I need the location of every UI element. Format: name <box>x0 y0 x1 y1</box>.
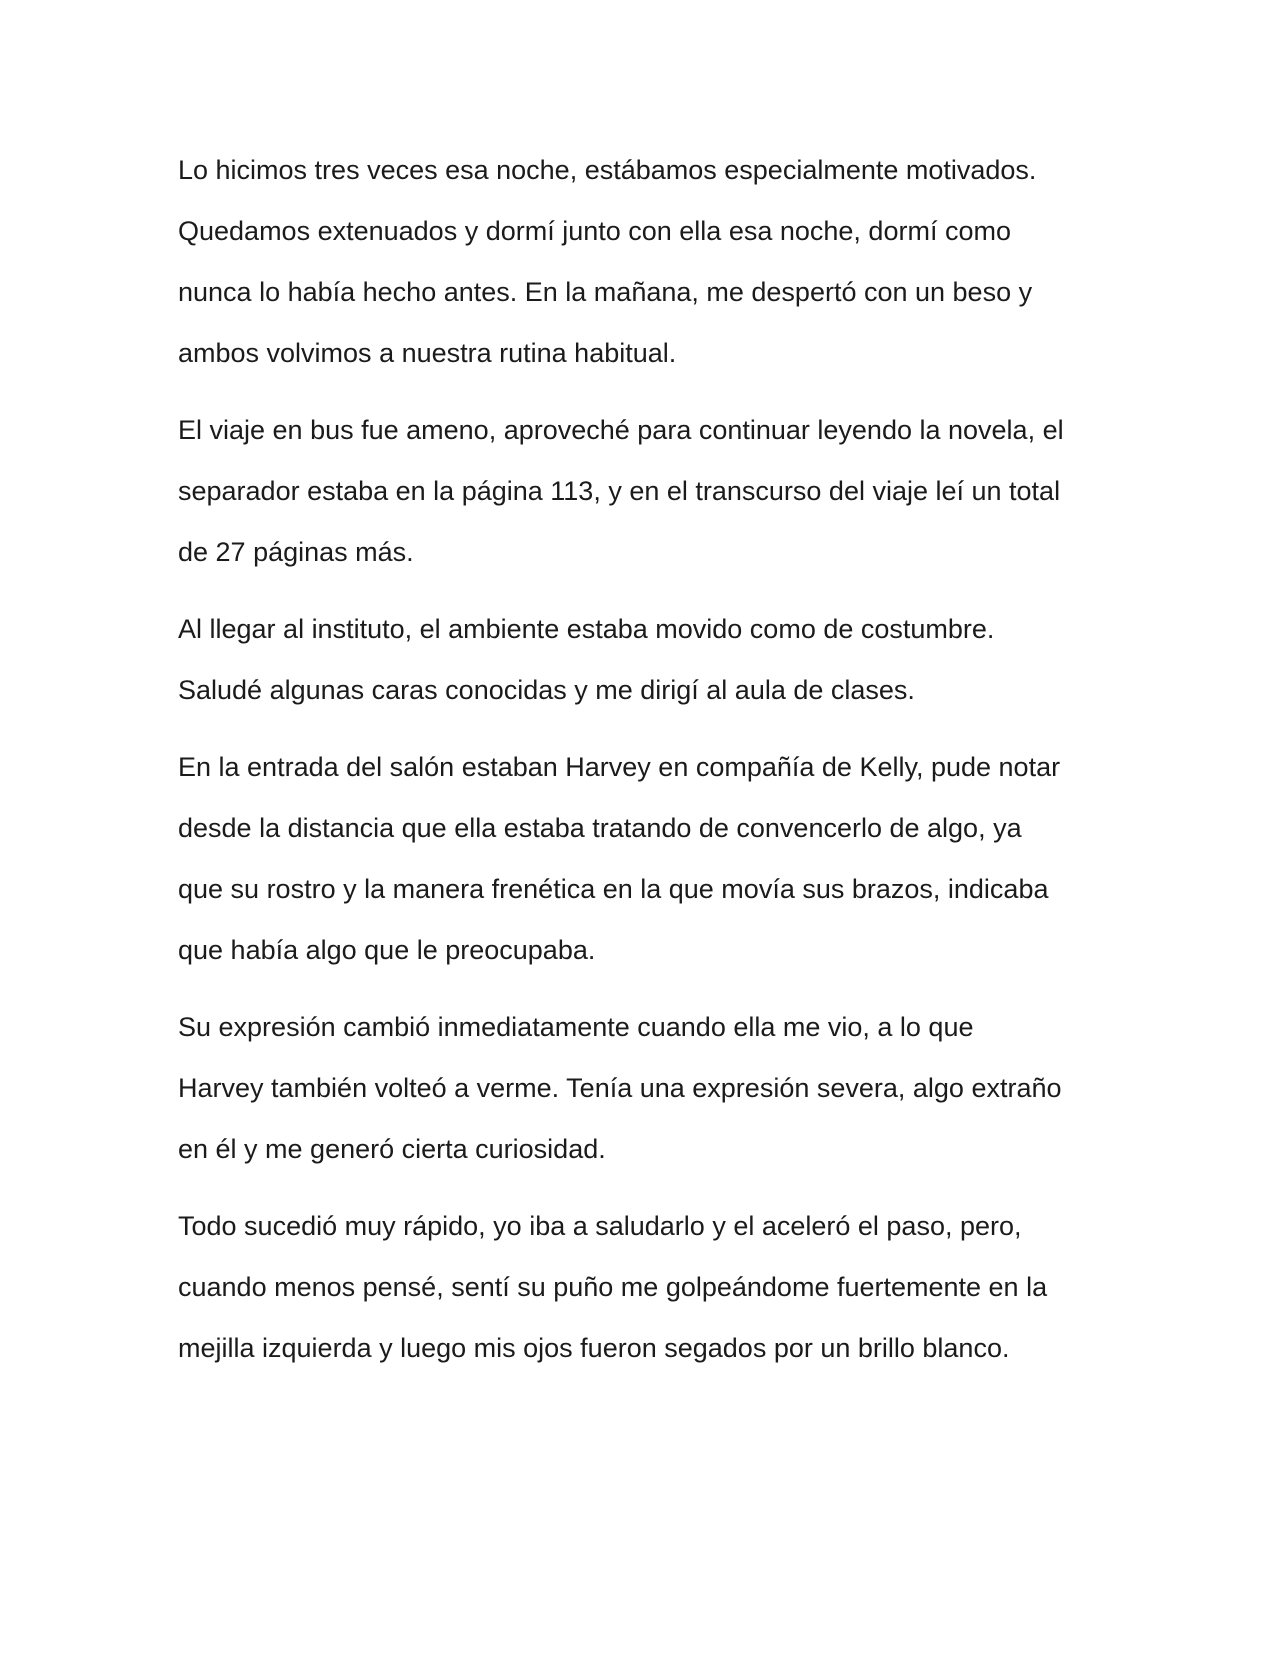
paragraph-1 <box>178 140 1118 384</box>
paragraph-2 <box>178 400 1118 583</box>
text-line: El viaje en bus fue ameno, aproveché para continuar leyendo la novela, el <box>178 415 1064 445</box>
text-line: separador estaba en la página 113, y en el transcurso del viaje leí un total <box>178 476 1061 506</box>
text-line: nunca lo había hecho antes. En la mañana, me despertó con un beso y <box>178 277 1033 307</box>
text-line: ambos volvimos a nuestra rutina habitual. <box>178 338 677 368</box>
paragraph-4 <box>178 737 1118 981</box>
text-line: Harvey también volteó a verme. Tenía una expresión severa, algo extraño <box>178 1073 1062 1103</box>
text-line: cuando menos pensé, sentí su puño me golpeándome fuertemente en la <box>178 1272 1048 1302</box>
text-line: desde la distancia que ella estaba tratando de convencerlo de algo, ya <box>178 813 1022 843</box>
text-line: Todo sucedió muy rápido, yo iba a saludarlo y el aceleró el paso, pero, <box>178 1211 1022 1241</box>
paragraph-5 <box>178 997 1118 1180</box>
text-body <box>178 140 1118 1395</box>
text-line: Su expresión cambió inmediatamente cuando ella me vio, a lo que <box>178 1012 974 1042</box>
text-line: en él y me generó cierta curiosidad. <box>178 1134 606 1164</box>
paragraph-6 <box>178 1196 1118 1379</box>
paragraph-3 <box>178 599 1118 721</box>
text-line: Lo hicimos tres veces esa noche, estábamos especialmente motivados. <box>178 155 1037 185</box>
text-line: mejilla izquierda y luego mis ojos fueron segados por un brillo blanco. <box>178 1333 1010 1363</box>
text-line: Al llegar al instituto, el ambiente estaba movido como de costumbre. <box>178 614 995 644</box>
text-line: Saludé algunas caras conocidas y me dirigí al aula de clases. <box>178 675 915 705</box>
text-line: de 27 páginas más. <box>178 537 414 567</box>
text-line: que su rostro y la manera frenética en la que movía sus brazos, indicaba <box>178 874 1049 904</box>
text-line: Quedamos extenuados y dormí junto con ella esa noche, dormí como <box>178 216 1011 246</box>
text-line: que había algo que le preocupaba. <box>178 935 596 965</box>
text-line: En la entrada del salón estaban Harvey en compañía de Kelly, pude notar <box>178 752 1061 782</box>
